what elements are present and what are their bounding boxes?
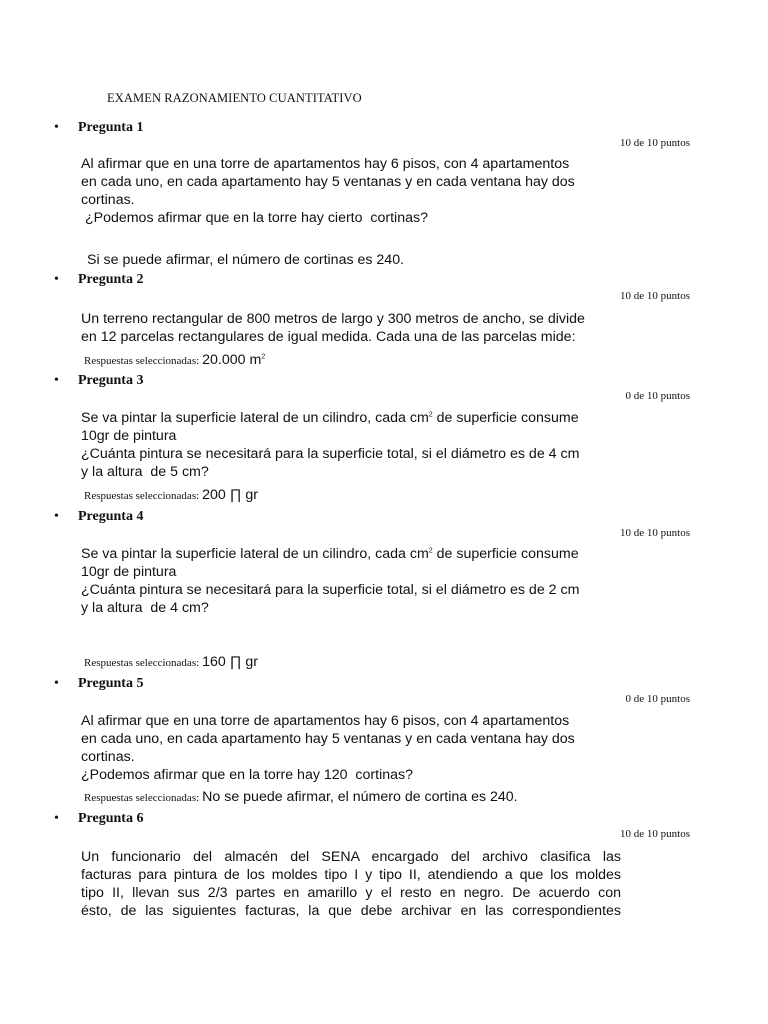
question-4-title: Pregunta 4 — [78, 509, 144, 524]
question-text-line: ¿Podemos afirmar que en la torre hay cierto cortinas? — [81, 210, 428, 226]
question-1-answer: Si se puede afirmar, el número de cortinas es 240. — [87, 252, 405, 268]
answer-label: Respuestas seleccionadas: — [84, 355, 200, 367]
document-title: EXAMEN RAZONAMIENTO CUANTITATIVO — [107, 91, 362, 105]
question-5-answer-row — [84, 788, 518, 806]
superscript: 2 — [261, 353, 266, 361]
question-3-text — [81, 409, 621, 481]
question-text-line: tipo II, llevan sus 2/3 partes en amarillo y el resto en negro. De acuerdo con — [81, 885, 621, 901]
bullet-icon: • — [54, 272, 59, 287]
text-part: de superficie consume — [432, 546, 579, 562]
question-text-line: cortinas. — [81, 749, 135, 765]
question-text-line: y la altura de 5 cm? — [81, 464, 209, 480]
answer-label: Respuestas seleccionadas: — [84, 657, 200, 669]
question-2-heading — [54, 272, 143, 288]
answer-value: 20.000 m — [202, 352, 262, 368]
question-text-line: y la altura de 4 cm? — [81, 600, 209, 616]
question-5-score: 0 de 10 puntos — [625, 693, 690, 705]
question-text-line — [81, 409, 621, 427]
question-text-line: Al afirmar que en una torre de apartamentos hay 6 pisos, con 4 apartamentos — [81, 156, 570, 172]
question-5-text — [81, 712, 621, 784]
question-text-line: ésto, de las siguientes facturas, la que debe archivar en las correspondientes — [81, 903, 621, 919]
question-4-text — [81, 545, 621, 617]
text-part: Se va pintar la superficie lateral de un cilindro, cada cm — [81, 410, 429, 426]
bullet-icon: • — [54, 373, 59, 388]
question-4-answer-row — [84, 653, 258, 671]
bullet-icon: • — [54, 509, 59, 524]
question-6-title: Pregunta 6 — [78, 811, 144, 826]
question-2-answer-row — [84, 351, 265, 369]
question-text-line: en cada uno, en cada apartamento hay 5 ventanas y en cada ventana hay dos — [81, 731, 575, 747]
question-4-score: 10 de 10 puntos — [620, 527, 690, 539]
text-part: de superficie consume — [432, 410, 579, 426]
superscript: 2 — [428, 411, 433, 419]
question-2-title: Pregunta 2 — [78, 272, 144, 287]
question-3-title: Pregunta 3 — [78, 373, 144, 388]
question-6-text — [81, 848, 621, 920]
question-3-answer: 200 ∏ gr — [202, 487, 259, 503]
question-text-line: 10gr de pintura — [81, 564, 177, 580]
text-part: Se va pintar la superficie lateral de un cilindro, cada cm — [81, 546, 429, 562]
question-text-line: ¿Cuánta pintura se necesitará para la superficie total, si el diámetro es de 2 cm — [81, 582, 580, 598]
question-5-heading — [54, 676, 143, 692]
superscript: 2 — [428, 547, 433, 555]
question-1-heading — [54, 120, 143, 136]
question-6-heading — [54, 811, 143, 827]
bullet-icon: • — [54, 811, 59, 826]
answer-label: Respuestas seleccionadas: — [84, 792, 200, 804]
question-4-heading — [54, 509, 143, 525]
question-6-score: 10 de 10 puntos — [620, 828, 690, 840]
question-4-answer: 160 ∏ gr — [202, 654, 259, 670]
question-text-line: cortinas. — [81, 192, 135, 208]
question-2-text — [81, 310, 621, 346]
bullet-icon: • — [54, 120, 59, 135]
question-text-line: Al afirmar que en una torre de apartamentos hay 6 pisos, con 4 apartamentos — [81, 713, 570, 729]
question-text-line: 10gr de pintura — [81, 428, 177, 444]
question-1-title: Pregunta 1 — [78, 120, 144, 135]
question-text-line: en cada uno, en cada apartamento hay 5 ventanas y en cada ventana hay dos — [81, 174, 575, 190]
question-3-score: 0 de 10 puntos — [625, 390, 690, 402]
question-5-title: Pregunta 5 — [78, 676, 144, 691]
question-1-score: 10 de 10 puntos — [620, 137, 690, 149]
question-3-heading — [54, 373, 143, 389]
question-1-text — [81, 155, 621, 227]
question-text-line: facturas para pintura de los moldes tipo I y tipo II, atendiendo a que los moldes — [81, 867, 621, 883]
question-5-answer: No se puede afirmar, el número de cortina es 240. — [202, 789, 518, 805]
question-text-line — [81, 545, 621, 563]
question-3-answer-row — [84, 486, 258, 504]
bullet-icon: • — [54, 676, 59, 691]
question-text-line: en 12 parcelas rectangulares de igual medida. Cada una de las parcelas mide: — [81, 329, 576, 345]
question-2-score: 10 de 10 puntos — [620, 290, 690, 302]
question-2-answer — [202, 352, 265, 368]
question-text-line: ¿Podemos afirmar que en la torre hay 120 cortinas? — [81, 767, 413, 783]
question-text-line: Un funcionario del almacén del SENA encargado del archivo clasifica las — [81, 849, 621, 865]
answer-label: Respuestas seleccionadas: — [84, 490, 200, 502]
question-text-line: ¿Cuánta pintura se necesitará para la superficie total, si el diámetro es de 4 cm — [81, 446, 580, 462]
question-text-line: Un terreno rectangular de 800 metros de largo y 300 metros de ancho, se divide — [81, 311, 585, 327]
